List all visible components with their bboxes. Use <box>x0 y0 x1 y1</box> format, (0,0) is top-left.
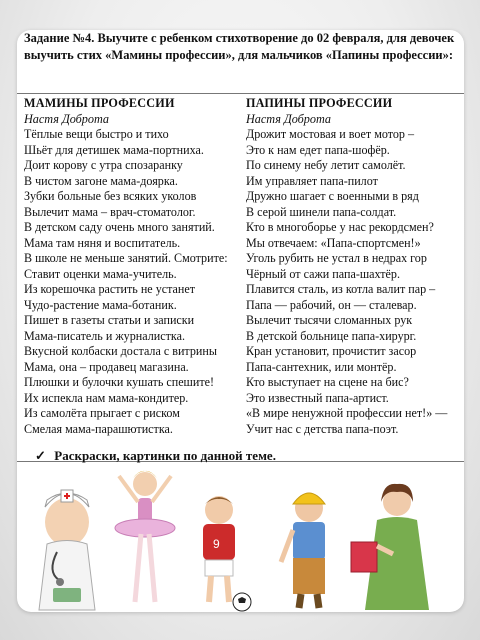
poem-line: В детской больнице папа-хирург. <box>246 328 417 343</box>
poem-line: Мама-писатель и журналистка. <box>24 328 185 343</box>
poem-line: Вылечит тысячи сломанных рук <box>246 313 413 327</box>
right-poem-author: Настя Доброта <box>246 111 332 126</box>
poem-line: Мама, она – продавец магазина. <box>24 359 189 374</box>
professions-illustration <box>17 462 464 612</box>
teacher-figure <box>351 484 429 610</box>
left-poem-lines <box>24 127 246 437</box>
poem-line: Уголь рубить не устал в недрах гор <box>246 251 427 265</box>
right-poem-lines <box>246 127 460 437</box>
left-poem-title: МАМИНЫ ПРОФЕССИИ <box>24 96 175 110</box>
poem-line: В школе не меньше занятий. Смотрите: <box>24 251 228 265</box>
poem-line: Плавится сталь, из котла валит пар – <box>246 282 436 296</box>
poem-line: Вкусной колбаски достала с витрины <box>24 344 217 358</box>
poem-line: Кто выступает на сцене на бис? <box>246 375 409 389</box>
poem-line: Вылечит мама – врач-стоматолог. <box>24 204 196 219</box>
ballerina-figure <box>115 471 175 602</box>
poem-line: Папа-сантехник, или монтёр. <box>246 359 397 374</box>
poem-line: По синему небу летит самолёт. <box>246 158 406 172</box>
poem-line: Это известный папа-артист. <box>246 390 389 405</box>
poem-line: Кран установит, прочистит засор <box>246 344 417 358</box>
poems-table <box>17 93 464 462</box>
right-poem-title: ПАПИНЫ ПРОФЕССИИ <box>246 96 393 110</box>
left-poem-column <box>24 96 246 437</box>
poem-line: «В мире ненужной профессии нет!» — <box>246 406 448 420</box>
footballer-figure <box>203 496 251 611</box>
poem-line: Учит нас с детства папа-поэт. <box>246 421 399 436</box>
poem-line: В детском саду очень много занятий. <box>24 220 215 234</box>
poem-line: Смелая мама-парашютистка. <box>24 421 173 436</box>
poem-line: Шьёт для детишек мама-портниха. <box>24 142 204 157</box>
poem-line: Чудо-растение мама-ботаник. <box>24 297 177 312</box>
poem-line: Мы отвечаем: «Папа-спортсмен!» <box>246 235 421 250</box>
svg-text:9: 9 <box>213 537 220 551</box>
poem-line: Доит корову с утра спозаранку <box>24 158 183 172</box>
poem-line: Плюшки и булочки кушать спешите! <box>24 375 215 389</box>
poem-line: Дрожит мостовая и воет мотор – <box>246 127 415 141</box>
poem-line: Папа — рабочий, он — сталевар. <box>246 297 417 312</box>
poem-line: Зубки больные без всяких уколов <box>24 189 197 203</box>
poem-line: Ставит оценки мама-учитель. <box>24 266 177 281</box>
poem-line: Их испекла нам мама-кондитер. <box>24 390 189 405</box>
poem-line: Им управляет папа-пилот <box>246 173 378 188</box>
right-poem-column <box>246 96 460 437</box>
left-poem-author: Настя Доброта <box>24 111 110 126</box>
builder-figure <box>281 493 325 608</box>
bullet-text: Раскраски, картинки по данной теме. <box>54 448 276 463</box>
doctor-figure <box>39 490 95 610</box>
document-card <box>17 30 464 612</box>
poem-line: В серой шинели папа-солдат. <box>246 204 397 219</box>
task-header: Задание №4. Выучите с ребенком стихотворение до 02 февраля, для девочек выучить стих «Мамины профессии», для мальчиков «Папины профессии»: <box>24 31 455 62</box>
poem-line: Из самолёта прыгает с риском <box>24 406 180 420</box>
poem-line: Из корешочка растить не устанет <box>24 282 196 296</box>
poem-line: В чистом загоне мама-доярка. <box>24 173 178 188</box>
poem-line: Дружно шагает с военными в ряд <box>246 189 419 203</box>
checkmark-icon: ✓ <box>35 448 46 463</box>
poem-line: Тёплые вещи быстро и тихо <box>24 127 169 141</box>
poem-line: Кто в многоборье у нас рекордсмен? <box>246 220 434 234</box>
poem-line: Чёрный от сажи папа-шахтёр. <box>246 266 400 281</box>
poem-line: Пишет в газеты статьи и записки <box>24 313 195 327</box>
poem-line: Это к нам едет папа-шофёр. <box>246 142 390 157</box>
poem-line: Мама там няня и воспитатель. <box>24 235 181 250</box>
